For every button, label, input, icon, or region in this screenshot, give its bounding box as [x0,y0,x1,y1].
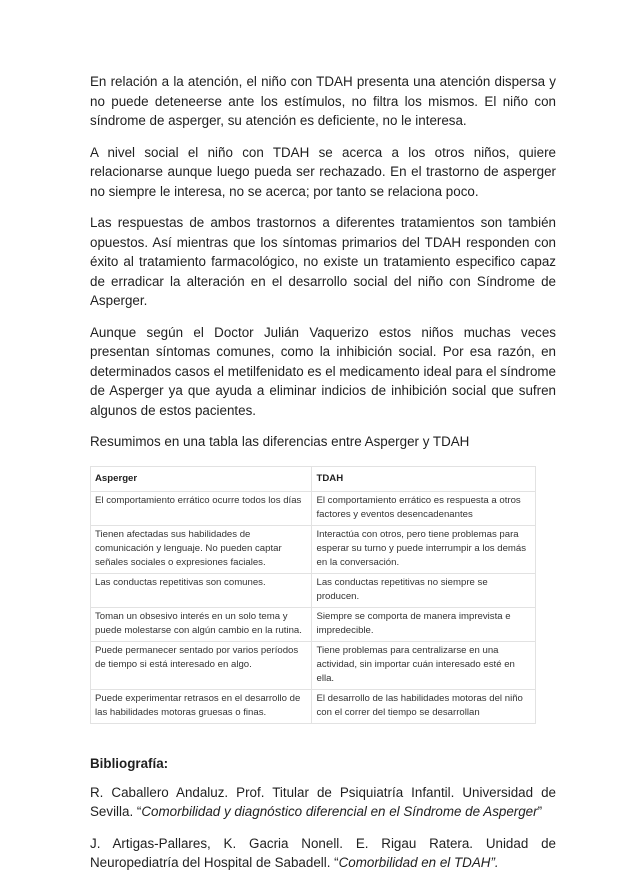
table-cell: El comportamiento errático es respuesta a otros factores y eventos desencadenantes [312,491,536,525]
table-cell: Tiene problemas para centralizarse en una actividad, sin importar cuán interesado esté en ella. [312,641,536,689]
bibliography-entry-artigas [90,834,556,873]
table-cell: El comportamiento errático ocurre todos los días [91,491,312,525]
bibliography-entry-title: Comorbilidad en el TDAH”. [338,855,499,870]
table-row [91,573,536,607]
table-cell: Puede permanecer sentado por varios períodos de tiempo si está interesado en algo. [91,641,312,689]
paragraph-treatment: Las respuestas de ambos trastornos a diferentes tratamientos son también opuestos. Así mientras que los síntomas primarios del TDAH responden con éxito al tratamiento farmacológico, no existe un tratamiento especifico capaz de erradicar la alteración en el desarrollo social del niño con Síndrome de Asperger. [90,215,556,308]
bibliography-entry-text: R. Caballero Andaluz. Prof. Titular de Psiquiatría Infantil. Universidad de Sevilla. “ [90,784,556,819]
bibliography-entry-title: Comorbilidad y diagnóstico diferencial en el Síndrome de Asperger [141,804,538,819]
table-row [91,689,536,723]
table-cell: Toman un obsesivo interés en un solo tema y puede molestarse con algún cambio en la rutina. [91,607,312,641]
differences-table [90,466,536,724]
paragraph-attention: En relación a la atención, el niño con TDAH presenta una atención dispersa y no puede deteneerse ante los estímulos, no filtra los mismos. El niño con síndrome de asperger, su atención es deficiente, no le interesa. [90,74,556,128]
bibliography-entry-close: ” [537,804,543,819]
table-cell: Puede experimentar retrasos en el desarrollo de las habilidades motoras gruesas o finas. [91,689,312,723]
paragraph-table-intro: Resumimos en una tabla las diferencias entre Asperger y TDAH [90,434,470,449]
table-row [91,607,536,641]
table-row [91,525,536,573]
bibliography-entry-caballero [90,783,556,822]
paragraph-social: A nivel social el niño con TDAH se acerca a los otros niños, quiere relacionarse aunque luego pueda ser rechazado. En el trastorno de asperger no siempre le interesa, no se acerca; por tanto se relaciona poco. [90,144,556,199]
table-row [91,641,536,689]
table-header-row [91,466,536,491]
table-header-asperger: Asperger [91,466,312,491]
table-cell: El desarrollo de las habilidades motoras del niño con el correr del tiempo se desarrollan [312,689,536,723]
document-page [90,72,556,885]
paragraph-vaquerizo: Aunque según el Doctor Julián Vaquerizo estos niños muchas veces presentan síntomas comunes, como la inhibición social. Por esa razón, en determinados casos el metilfenidato es el medicamento ideal para el síndrome de Asperger ya que ayuda a eliminar indicios de inhibición social que sufren algunos de estos pacientes. [90,324,556,418]
table-cell: Siempre se comporta de manera imprevista e impredecible. [312,607,536,641]
bibliography-heading: Bibliografía: [90,755,169,771]
table-cell: Las conductas repetitivas son comunes. [91,573,312,607]
bibliography-entry-text: J. Artigas-Pallares, K. Gacria Nonell. E. Rigau Ratera. Unidad de Neuropediatría del Hospital de Sabadell. “ [90,835,556,870]
table-header-tdah: TDAH [312,466,536,491]
table-cell: Las conductas repetitivas no siempre se producen. [312,573,536,607]
table-cell: Interactúa con otros, pero tiene problemas para esperar su turno y puede interrumpir a los demás en la conversación. [312,525,536,573]
table-row [91,491,536,525]
table-cell: Tienen afectadas sus habilidades de comunicación y lenguaje. No pueden captar señales sociales o expresiones faciales. [91,525,312,573]
